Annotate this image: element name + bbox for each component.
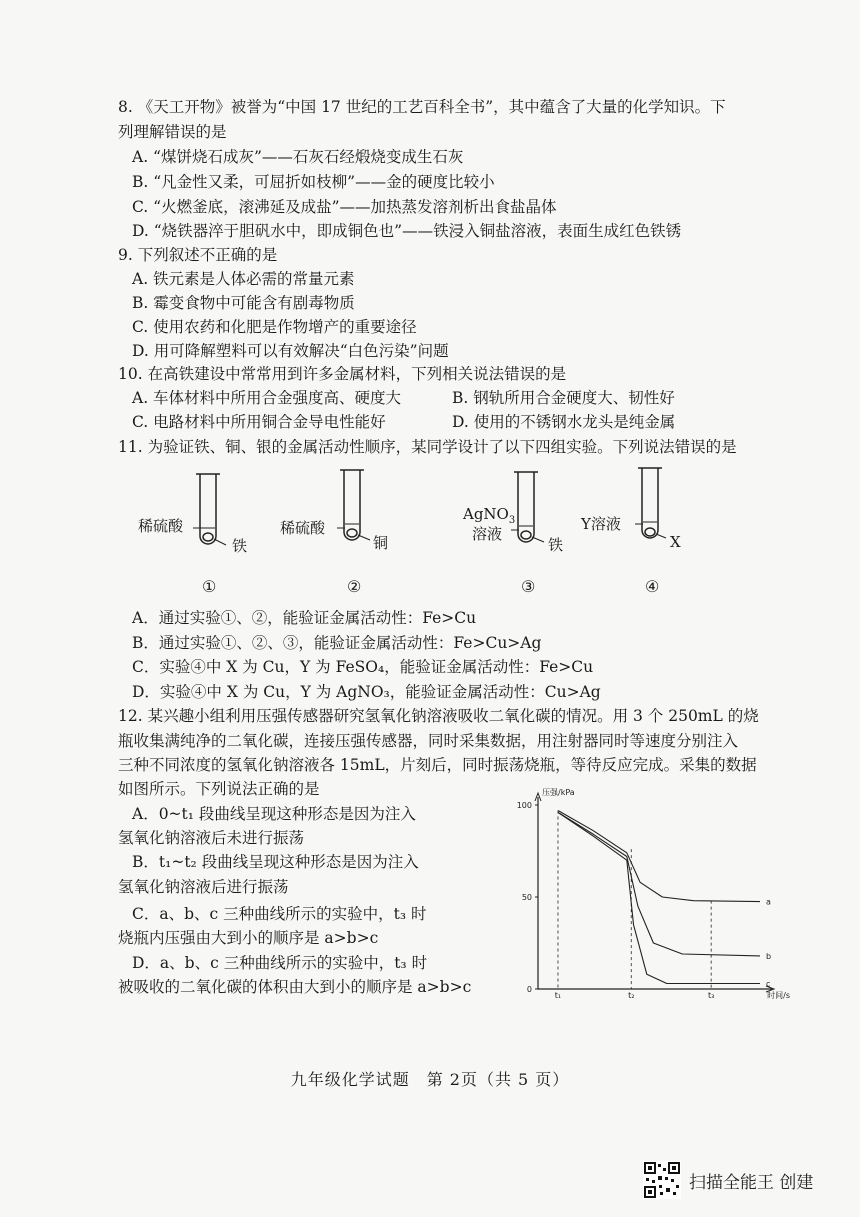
q12-stem-line1: 12. 某兴趣小组利用压强传感器研究氢氧化钠溶液吸收二氧化碳的情况。用 3 个 250mL 的烧 bbox=[118, 707, 759, 725]
y-axis-label: 压强/kPa bbox=[542, 788, 575, 797]
q12-option-d-line2: 被吸收的二氧化碳的体积由大到小的顺序是 a>b>c bbox=[118, 978, 472, 996]
tube-3-formula: AgNO bbox=[463, 505, 509, 523]
q10-stem: 10. 在高铁建设中常常用到许多金属材料，下列相关说法错误的是 bbox=[118, 365, 567, 383]
qr-code-icon bbox=[643, 1161, 681, 1199]
scanner-watermark-text: 扫描全能王 创建 bbox=[689, 1172, 814, 1193]
x-tick-label: t₂ bbox=[628, 991, 635, 1000]
tube-3-metal-label: 铁 bbox=[548, 536, 564, 554]
q8-stem-line1: 8. 《天工开物》被誉为“中国 17 世纪的工艺百科全书”，其中蕴含了大量的化学知识。下 bbox=[118, 98, 726, 116]
q12-option-c-line2: 烧瓶内压强由大到小的顺序是 a>b>c bbox=[118, 929, 379, 947]
page-footer: 九年级化学试题 第 2页（共 5 页） bbox=[290, 1070, 570, 1089]
q9-option-c: C. 使用农药和化肥是作物增产的重要途径 bbox=[132, 318, 417, 336]
q11-option-a: A．通过实验①、②，能验证金属活动性：Fe>Cu bbox=[132, 609, 477, 627]
pressure-chart bbox=[500, 783, 790, 1008]
q12-option-c-line1: C．a、b、c 三种曲线所示的实验中，t₃ 时 bbox=[132, 905, 427, 923]
q11-option-b: B．通过实验①、②、③，能验证金属活动性：Fe>Cu>Ag bbox=[132, 634, 542, 652]
q12-stem-line4: 如图所示。下列说法正确的是 bbox=[118, 780, 320, 798]
tube-2 bbox=[337, 470, 370, 540]
chart-axes bbox=[535, 793, 774, 992]
q11-option-d: D．实验④中 X 为 Cu，Y 为 AgNO₃，能验证金属活动性：Cu>Ag bbox=[132, 683, 601, 701]
tube-2-liquid-label: 稀硫酸 bbox=[280, 519, 326, 537]
chart-series bbox=[558, 811, 760, 984]
tube-1-metal-label: 铁 bbox=[232, 537, 248, 555]
q12-option-a-line2: 氢氧化钠溶液后未进行振荡 bbox=[118, 829, 305, 847]
q9-option-b: B. 霉变食物中可能含有剧毒物质 bbox=[132, 294, 355, 312]
q12-option-d-line1: D．a、b、c 三种曲线所示的实验中，t₃ 时 bbox=[132, 954, 428, 972]
tube-3-liquid-label-2: 溶液 bbox=[472, 525, 503, 543]
tube-2-number: ② bbox=[347, 577, 362, 596]
q8-option-a: A. “煤饼烧石成灰”——石灰石经煅烧变成生石灰 bbox=[132, 148, 464, 166]
tube-3 bbox=[508, 472, 544, 542]
series-label-a: a bbox=[766, 897, 771, 907]
tube-1 bbox=[193, 474, 226, 545]
y-tick-label: 50 bbox=[521, 893, 532, 902]
series-line-a bbox=[558, 811, 760, 902]
series-line-c bbox=[558, 812, 760, 983]
tube-4-metal-label: X bbox=[670, 533, 681, 551]
tube-1-number: ① bbox=[202, 577, 217, 596]
q9-option-d: D. 用可降解塑料可以有效解决“白色污染”问题 bbox=[132, 342, 449, 360]
scanner-watermark bbox=[643, 1161, 813, 1199]
q10-option-c: C. 电路材料中所用铜合金导电性能好 bbox=[132, 413, 386, 431]
q12-option-a-line1: A．0~t₁ 段曲线呈现这种形态是因为注入 bbox=[132, 805, 416, 823]
q8-stem-line2: 列理解错误的是 bbox=[118, 123, 227, 141]
x-axis-label: 时间/s bbox=[767, 991, 790, 1000]
x-tick-label: t₁ bbox=[554, 991, 562, 1000]
q10-option-d: D. 使用的不锈钢水龙头是纯金属 bbox=[452, 413, 676, 431]
series-label-b: b bbox=[766, 951, 772, 961]
tube-4-liquid-label: Y溶液 bbox=[581, 515, 621, 533]
q12-option-b-line1: B．t₁~t₂ 段曲线呈现这种形态是因为注入 bbox=[132, 853, 419, 871]
q12-stem-line2: 瓶收集满纯净的二氧化碳，连接压强传感器，同时采集数据，用注射器同时等速度分别注入 bbox=[118, 732, 739, 750]
tube-4 bbox=[635, 468, 666, 538]
y-tick-label: 0 bbox=[526, 985, 532, 994]
q9-option-a: A. 铁元素是人体必需的常量元素 bbox=[132, 270, 355, 288]
series-label-c: c bbox=[766, 979, 771, 989]
x-tick-label: t₃ bbox=[707, 991, 715, 1000]
tube-3-number: ③ bbox=[521, 577, 536, 596]
q8-option-c: C. “火燃釜底，滚沸延及成盐”——加热蒸发溶剂析出食盐晶体 bbox=[132, 198, 557, 216]
series-line-b bbox=[558, 812, 760, 956]
q10-option-a: A. 车体材料中所用合金强度高、硬度大 bbox=[132, 389, 402, 407]
q12-stem-line3: 三种不同浓度的氢氧化钠溶液各 15mL，片刻后，同时振荡烧瓶，等待反应完成。采集的数据 bbox=[118, 756, 757, 774]
tube-4-number: ④ bbox=[645, 577, 660, 596]
q9-stem: 9. 下列叙述不正确的是 bbox=[118, 246, 278, 264]
q8-option-d: D. “烧铁器淬于胆矾水中，即成铜色也”——铁浸入铜盐溶液，表面生成红色铁锈 bbox=[132, 222, 682, 240]
y-tick-label: 100 bbox=[516, 801, 532, 810]
q11-stem: 11. 为验证铁、铜、银的金属活动性顺序，某同学设计了以下四组实验。下列说法错误的是 bbox=[118, 438, 737, 456]
tube-3-formula-subscript: 3 bbox=[508, 515, 516, 526]
q11-option-c: C．实验④中 X 为 Cu，Y 为 FeSO₄，能验证金属活动性：Fe>Cu bbox=[132, 658, 594, 676]
tube-2-metal-label: 铜 bbox=[373, 534, 389, 552]
q10-option-b: B. 钢轨所用合金硬度大、韧性好 bbox=[452, 389, 675, 407]
tube-1-liquid-label: 稀硫酸 bbox=[138, 517, 184, 535]
q8-option-b: B. “凡金性又柔，可屈折如枝柳”——金的硬度比较小 bbox=[132, 173, 495, 191]
q12-option-b-line2: 氢氧化钠溶液后进行振荡 bbox=[118, 878, 289, 896]
